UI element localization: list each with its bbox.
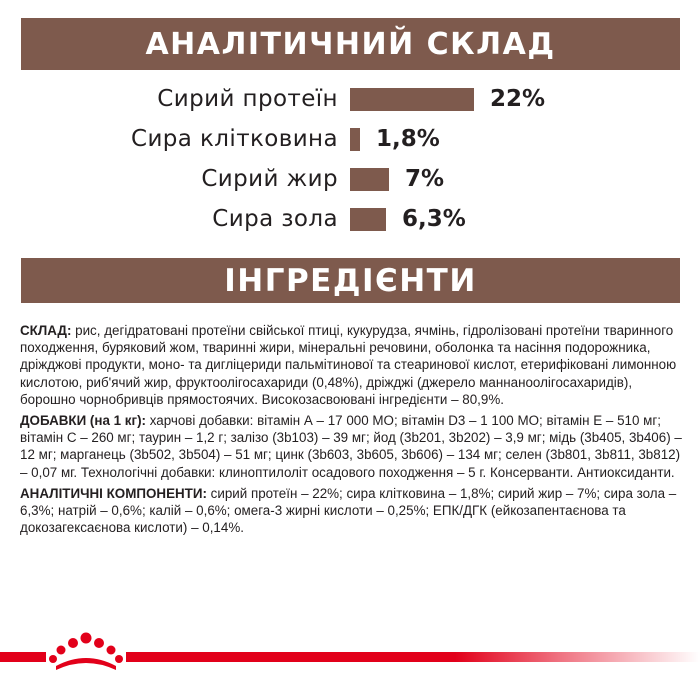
ingredients-text-block bbox=[20, 322, 682, 540]
additives-text: харчові добавки: вітамін А – 17 000 МО; вітамін D3 – 1 100 МО; вітамін Е – 510 мг; вітамін С – 260 мг; таурин – 1,2 г; залізо (3b103) – 39 мг; йод (3b201, 3b202) – 3,9 мг; мідь (3b405, 3b406) – 12 мг; марганець (3b502, 3b504) – 51 мг; цинк (3b603, 3b605, 3b606) – 134 мг; селен (3b801, 3b811, 3b812) – 0,07 мг. Технологічні добавки: клиноптилоліт осадового походження – 5 г. Консерванти. Антиоксиданти. bbox=[20, 413, 682, 480]
ingredients-header bbox=[21, 258, 680, 303]
nutrient-bar bbox=[350, 208, 386, 231]
nutrient-value: 22% bbox=[490, 86, 546, 112]
nutrient-label: Сира зола bbox=[212, 206, 338, 232]
analysis-header bbox=[21, 18, 680, 70]
royal-canin-crown-icon bbox=[46, 630, 126, 672]
nutrient-value: 1,8% bbox=[376, 126, 440, 152]
nutrient-label: Сирий протеїн bbox=[157, 86, 338, 112]
composition-text: рис, дегідратовані протеїни свійської птиці, кукурудза, ячмінь, гідролізовані протеїни тваринного походження, буряковий жом, тваринні жири, мінеральні речовини, оболонка та насіння подорожника, дріжджові продукти, моно- та дигліцериди пальмітинової та стеаринової кислот, етерифіковані лимонною кислотою, риб'ячий жир, фруктоолігосахариди (0,48%), дріжджі (джерело маннаноолігосахаридів), борошно чорнобривців прямостоячих. Високозасвоювані інгредієнти – 80,9%. bbox=[20, 323, 677, 407]
composition-label: СКЛАД: bbox=[20, 323, 72, 338]
nutrient-label: Сира клітковина bbox=[131, 126, 338, 152]
analytical-components-paragraph bbox=[20, 485, 682, 537]
ingredients-header-title: ІНГРЕДІЄНТИ bbox=[224, 262, 477, 299]
nutrient-row-fiber bbox=[0, 122, 700, 162]
nutrient-bar bbox=[350, 88, 474, 111]
additives-paragraph bbox=[20, 412, 682, 481]
analytical-components-label: АНАЛІТИЧНІ КОМПОНЕНТИ: bbox=[20, 485, 207, 501]
nutrient-bar bbox=[350, 128, 360, 151]
composition-paragraph bbox=[20, 322, 682, 408]
analytical-components-text: сирий протеїн – 22%; сира клітковина – 1,8%; сирий жир – 7%; сира зола – 6,3%; натрій – 0,6%; калій – 0,6%; омега-3 жирні кислоти – 0,25%; ЕПК/ДГК (ейкозапентаєнова та докозагексаєнова кислоти) – 0,14%. bbox=[20, 485, 677, 536]
nutrient-value: 6,3% bbox=[402, 206, 466, 232]
additives-label: ДОБАВКИ (на 1 кг): bbox=[20, 413, 147, 429]
nutrient-value: 7% bbox=[405, 166, 445, 192]
analysis-header-title: АНАЛІТИЧНИЙ СКЛАД bbox=[145, 26, 556, 62]
nutrient-bar bbox=[350, 168, 389, 191]
nutrient-row-fat bbox=[0, 162, 700, 202]
nutrient-row-ash bbox=[0, 202, 700, 242]
nutrient-row-protein bbox=[0, 82, 700, 122]
nutrient-label: Сирий жир bbox=[201, 166, 338, 192]
